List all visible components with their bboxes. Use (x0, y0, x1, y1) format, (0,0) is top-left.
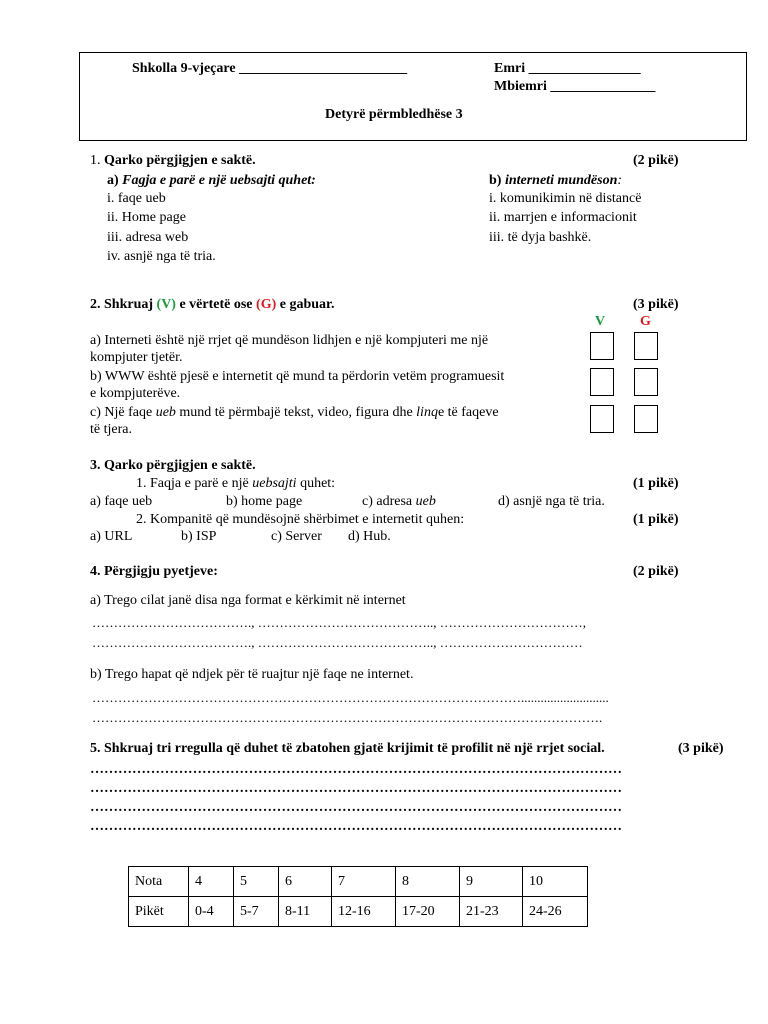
q2a-line1: a) Interneti është një rrjet që mundëson lidhjen e një kompjuteri me një (90, 333, 489, 348)
q3-option[interactable]: b) ISP (181, 529, 217, 544)
q4b-answer-line[interactable]: ………………………………………………………………………………………………………. (92, 710, 603, 725)
q3-sub1-points: (1 pikë) (633, 476, 679, 491)
q1-heading (90, 153, 256, 169)
table-cell: 5-7 (234, 897, 279, 927)
q1a-prefix: a) (107, 173, 119, 188)
q3-sub1-part: quhet: (300, 476, 336, 491)
table-cell: 12-16 (332, 897, 396, 927)
q2c-part: c) Një faqe (90, 405, 153, 420)
q3-option[interactable]: b) home page (226, 494, 303, 509)
q3-option[interactable] (362, 494, 436, 510)
q2c-v-checkbox[interactable] (590, 405, 614, 433)
surname-label: Mbiemri (494, 79, 547, 94)
table-cell: 0-4 (189, 897, 234, 927)
surname-field (494, 79, 655, 95)
q2-title (90, 297, 334, 313)
q3-option[interactable]: d) asnjë nga të tria. (498, 494, 605, 509)
q1b-text: interneti mundëson (504, 173, 618, 188)
q5-answer-line[interactable]: …………………………………………………………………………………………………… (90, 819, 622, 834)
q5-answer-line[interactable]: …………………………………………………………………………………………………… (90, 781, 622, 796)
table-cell: 8-11 (279, 897, 332, 927)
table-cell: 8 (396, 867, 460, 897)
q1-number: 1. (90, 153, 101, 168)
q4-points: (2 pikë) (633, 564, 679, 579)
school-blank[interactable]: ________________________ (239, 61, 408, 76)
col-g-label: G (640, 314, 651, 329)
q2a-line2: kompjuter tjetër. (90, 350, 183, 365)
q2-title-mid: e vërtetë ose (179, 297, 253, 312)
q3-sub1 (136, 476, 335, 492)
table-cell: 10 (523, 867, 588, 897)
q2a-g-checkbox[interactable] (634, 332, 658, 360)
table-cell: Pikët (129, 897, 189, 927)
q2c-line2: të tjera. (90, 422, 132, 437)
q3-option[interactable]: c) Server (271, 529, 322, 544)
q2c-italic: ueb (155, 405, 176, 420)
school-field (132, 61, 407, 77)
table-row (129, 867, 588, 897)
q5-title: 5. Shkruaj tri rregulla që duhet të zbatohen gjatë krijimit të profilit në një rrjet social. (90, 741, 605, 756)
q3-sub1-part: 1. Faqja e parë e një (136, 476, 249, 491)
q1a-option[interactable]: iv. asnjë nga të tria. (107, 249, 216, 264)
q1b-option[interactable]: ii. marrjen e informacionit (489, 210, 637, 225)
q4a-answer-line[interactable]: ………………………………., ………………………………….., ……………………………, (92, 615, 586, 630)
q1a-option[interactable]: i. faqe ueb (107, 191, 166, 206)
q3-option[interactable]: a) URL (90, 529, 133, 544)
q1-points: (2 pikë) (633, 153, 679, 168)
school-label: Shkolla 9-vjeçare (132, 61, 236, 76)
table-cell: 7 (332, 867, 396, 897)
table-cell: 5 (234, 867, 279, 897)
q3-title: 3. Qarko përgjigjen e saktë. (90, 458, 256, 473)
q1a-question (107, 173, 316, 189)
table-cell: Nota (129, 867, 189, 897)
name-blank[interactable]: ________________ (528, 61, 641, 76)
q1b-question (489, 173, 622, 189)
table-cell: 24-26 (523, 897, 588, 927)
table-row (129, 897, 588, 927)
q1-title: Qarko përgjigjen e saktë. (104, 153, 256, 168)
table-cell: 6 (279, 867, 332, 897)
q2-points: (3 pikë) (633, 297, 679, 312)
table-cell: 9 (460, 867, 523, 897)
surname-blank[interactable]: _______________ (550, 79, 656, 94)
col-v-label: V (595, 314, 606, 329)
q5-points: (3 pikë) (678, 741, 724, 756)
grade-table (128, 866, 588, 927)
q5-answer-line[interactable]: …………………………………………………………………………………………………… (90, 762, 622, 777)
q1a-option[interactable]: ii. Home page (107, 210, 186, 225)
q1b-colon: : (617, 173, 623, 188)
q2c-part: mund të përmbajë tekst, video, figura dhe (179, 405, 413, 420)
q2-v-marker: (V) (156, 297, 176, 312)
q2-title-end: e gabuar. (279, 297, 335, 312)
q3-option-italic: ueb (415, 494, 436, 509)
q4b-answer-line[interactable]: ………………………………………………………………………………………........................... (92, 690, 609, 705)
name-field (494, 61, 641, 77)
q4-title: 4. Përgjigju pyetjeve: (90, 564, 218, 579)
page-title: Detyrë përmbledhëse 3 (325, 107, 463, 122)
table-cell: 17-20 (396, 897, 460, 927)
q2c-italic: linq (416, 405, 438, 420)
table-cell: 21-23 (460, 897, 523, 927)
q1b-prefix: b) (489, 173, 502, 188)
q3-option-part: c) adresa (362, 494, 413, 509)
q2c-part: e të faqeve (437, 405, 499, 420)
name-label: Emri (494, 61, 526, 76)
q2c-line1 (90, 405, 499, 421)
table-cell: 4 (189, 867, 234, 897)
q2a-v-checkbox[interactable] (590, 332, 614, 360)
q4a-answer-line[interactable]: ………………………………., ………………………………….., …………………………… (92, 635, 583, 650)
q5-answer-line[interactable]: …………………………………………………………………………………………………… (90, 800, 622, 815)
q3-sub2-points: (1 pikë) (633, 512, 679, 527)
q1b-option[interactable]: i. komunikimin në distancë (489, 191, 642, 206)
q2-title-start: 2. Shkruaj (90, 297, 154, 312)
q2b-line1: b) WWW është pjesë e internetit që mund ta përdorin vetëm programuesit (90, 369, 505, 384)
q4b-question: b) Trego hapat që ndjek për të ruajtur një faqe ne internet. (90, 667, 414, 682)
q3-option[interactable]: a) faqe ueb (90, 494, 153, 509)
q3-sub2: 2. Kompanitë që mundësojnë shërbimet e internetit quhen: (136, 512, 465, 527)
q1b-option[interactable]: iii. të dyja bashkë. (489, 230, 592, 245)
q1a-option[interactable]: iii. adresa web (107, 230, 189, 245)
q1a-text: Fagja e parë e një uebsajti quhet: (122, 173, 316, 188)
q3-option[interactable]: d) Hub. (348, 529, 391, 544)
q2-g-marker: (G) (256, 297, 277, 312)
q4a-question: a) Trego cilat janë disa nga format e kërkimit në internet (90, 593, 406, 608)
q2b-v-checkbox[interactable] (590, 368, 614, 396)
q3-sub1-italic: uebsajti (252, 476, 297, 491)
q2c-g-checkbox[interactable] (634, 405, 658, 433)
q2b-g-checkbox[interactable] (634, 368, 658, 396)
q2b-line2: e kompjuterëve. (90, 386, 181, 401)
